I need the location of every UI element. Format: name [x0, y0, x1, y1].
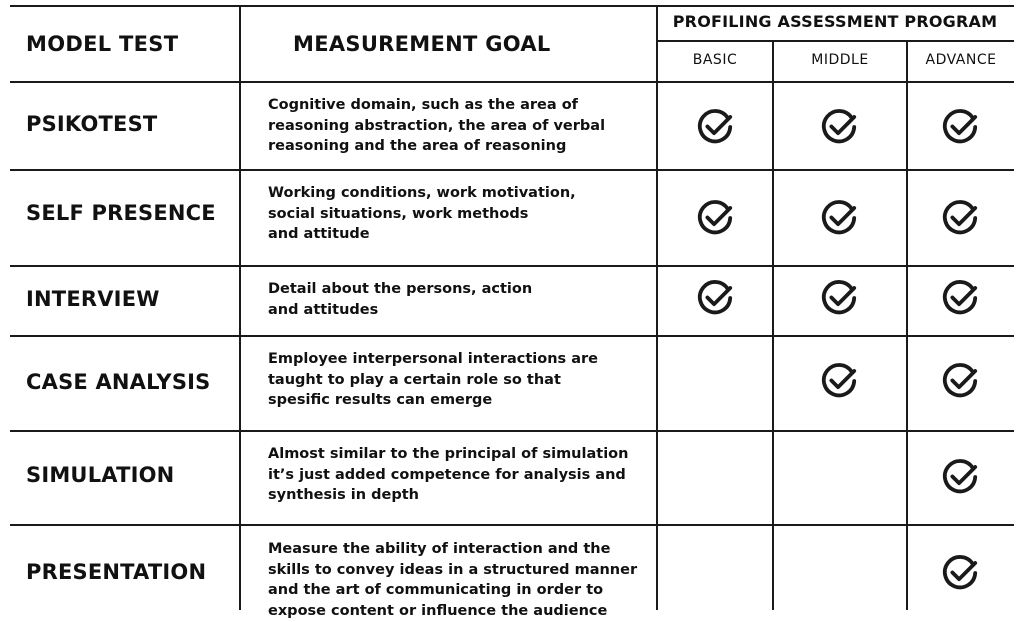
measurement-goal-header: MEASUREMENT GOAL [293, 32, 551, 56]
row-divider [10, 265, 1014, 267]
header-bottom-divider [10, 81, 1014, 83]
check-circle-icon [820, 108, 858, 146]
check-circle-icon [696, 279, 734, 317]
check-circle-icon [941, 279, 979, 317]
check-circle-icon [696, 199, 734, 237]
column-divider-middle [772, 41, 774, 610]
check-circle-icon [941, 458, 979, 496]
row-name-self-presence: SELF PRESENCE [26, 201, 216, 225]
row-goal-self-presence: Working conditions, work motivation, social situations, work methods and attitude [268, 185, 576, 242]
row-name-interview: INTERVIEW [26, 287, 160, 311]
program-subheader-divider [656, 40, 1014, 42]
row-name-presentation: PRESENTATION [26, 560, 207, 584]
check-circle-icon [696, 108, 734, 146]
row-goal-psikotest: Cognitive domain, such as the area of reasoning abstraction, the area of verbal reasoning and the area of reasoning [268, 97, 606, 154]
check-circle-icon [820, 362, 858, 400]
row-divider [10, 335, 1014, 337]
column-divider-advance [906, 41, 908, 610]
check-circle-icon [941, 199, 979, 237]
check-circle-icon [941, 362, 979, 400]
row-goal-case-analysis: Employee interpersonal interactions are taught to play a certain role so that spesific results can emerge [268, 351, 599, 408]
check-circle-icon [820, 279, 858, 317]
row-goal-interview: Detail about the persons, action and attitudes [268, 281, 533, 318]
row-divider [10, 430, 1014, 432]
program-header: PROFILING ASSESSMENT PROGRAM [672, 12, 998, 31]
row-goal-presentation: Measure the ability of interaction and the skills to convey ideas in a structured manner and the art of communicating in order to expose content or influence the audience [268, 541, 638, 619]
level-header-middle: MIDDLE [811, 52, 869, 68]
row-divider [10, 169, 1014, 171]
top-border [10, 5, 1014, 7]
level-header-basic: BASIC [692, 52, 738, 68]
column-divider-basic [656, 5, 658, 610]
row-goal-simulation: Almost similar to the principal of simulation it’s just added competence for analysis and synthesis in depth [268, 446, 629, 503]
model-test-header: MODEL TEST [26, 32, 179, 56]
check-circle-icon [820, 199, 858, 237]
check-circle-icon [941, 554, 979, 592]
row-name-simulation: SIMULATION [26, 463, 175, 487]
check-circle-icon [941, 108, 979, 146]
row-name-psikotest: PSIKOTEST [26, 112, 158, 136]
level-header-advance: ADVANCE [925, 52, 997, 68]
row-divider [10, 524, 1014, 526]
row-name-case-analysis: CASE ANALYSIS [26, 370, 211, 394]
column-divider-goal [239, 5, 241, 610]
